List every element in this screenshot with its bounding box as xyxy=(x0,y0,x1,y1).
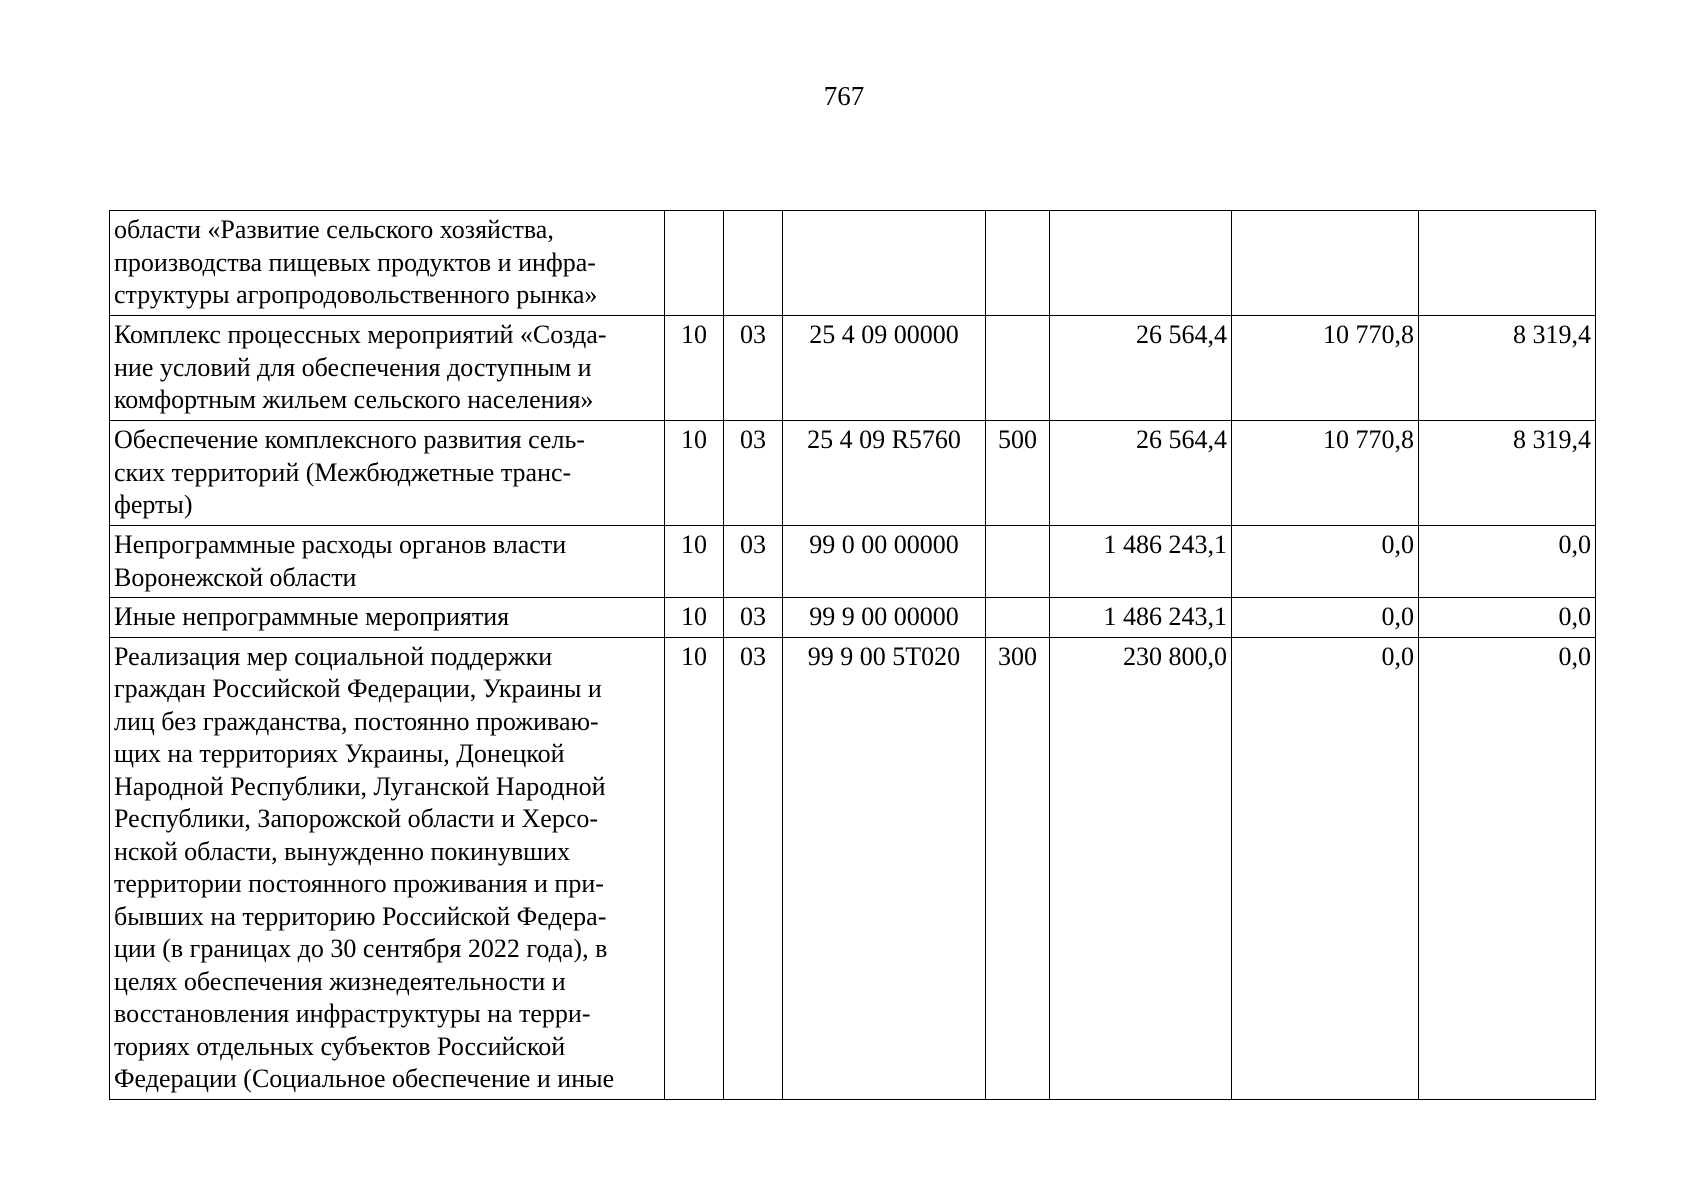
expense-type-code xyxy=(986,316,1050,421)
amount-year-3: 0,0 xyxy=(1419,526,1596,598)
expense-type-code xyxy=(986,526,1050,598)
table-row xyxy=(110,211,1596,316)
amount-year-3 xyxy=(1419,211,1596,316)
target-article-code: 25 4 09 00000 xyxy=(783,316,986,421)
amount-year-2 xyxy=(1232,211,1419,316)
expense-type-code: 500 xyxy=(986,421,1050,526)
table-row xyxy=(110,316,1596,421)
amount-year-2: 0,0 xyxy=(1232,598,1419,638)
target-article-code: 99 9 00 5Т020 xyxy=(783,637,986,1099)
amount-year-3: 0,0 xyxy=(1419,637,1596,1099)
amount-year-1: 1 486 243,1 xyxy=(1050,598,1232,638)
amount-year-3: 0,0 xyxy=(1419,598,1596,638)
amount-year-3: 8 319,4 xyxy=(1419,421,1596,526)
amount-year-2: 10 770,8 xyxy=(1232,421,1419,526)
amount-year-2: 0,0 xyxy=(1232,637,1419,1099)
section-code: 10 xyxy=(665,526,724,598)
amount-year-1: 26 564,4 xyxy=(1050,421,1232,526)
subsection-code: 03 xyxy=(724,637,783,1099)
amount-year-3: 8 319,4 xyxy=(1419,316,1596,421)
amount-year-1 xyxy=(1050,211,1232,316)
target-article-code: 25 4 09 R5760 xyxy=(783,421,986,526)
section-code xyxy=(665,211,724,316)
expense-type-code: 300 xyxy=(986,637,1050,1099)
section-code: 10 xyxy=(665,598,724,638)
row-name: Реализация мер социальной поддержки граждан Российской Федерации, Украины и лиц без гражданства, постоянно проживаю- щих на территориях Украины, Донецкой Народной Республики, Луганской Народной Республики, Запорожской области и Херсо- нской области, вынужденно покинувших территории постоянного проживания и при- бывших на территорию Российской Федера- ции (в границах до 30 сентября 2022 года), в целях обеспечения жизнедеятельности и восстановления инфраструктуры на терри- ториях отдельных субъектов Российской Федерации (Социальное обеспечение и иные xyxy=(110,637,665,1099)
row-name: Комплекс процессных мероприятий «Созда- ние условий для обеспечения доступным и комфортным жильем сельского населения» xyxy=(110,316,665,421)
table-row xyxy=(110,421,1596,526)
expense-type-code xyxy=(986,598,1050,638)
subsection-code: 03 xyxy=(724,421,783,526)
page-number: 767 xyxy=(823,81,865,111)
section-code: 10 xyxy=(665,316,724,421)
target-article-code xyxy=(783,211,986,316)
expense-type-code xyxy=(986,211,1050,316)
budget-table xyxy=(109,210,1596,1100)
row-name: Непрограммные расходы органов власти Воронежской области xyxy=(110,526,665,598)
amount-year-1: 1 486 243,1 xyxy=(1050,526,1232,598)
table-row xyxy=(110,637,1596,1099)
amount-year-1: 26 564,4 xyxy=(1050,316,1232,421)
target-article-code: 99 0 00 00000 xyxy=(783,526,986,598)
amount-year-1: 230 800,0 xyxy=(1050,637,1232,1099)
target-article-code: 99 9 00 00000 xyxy=(783,598,986,638)
row-name: области «Развитие сельского хозяйства, производства пищевых продуктов и инфра- структуры агропродовольственного рынка» xyxy=(110,211,665,316)
section-code: 10 xyxy=(665,637,724,1099)
section-code: 10 xyxy=(665,421,724,526)
subsection-code: 03 xyxy=(724,598,783,638)
subsection-code xyxy=(724,211,783,316)
row-name: Обеспечение комплексного развития сель- ских территорий (Межбюджетные транс- ферты) xyxy=(110,421,665,526)
amount-year-2: 0,0 xyxy=(1232,526,1419,598)
subsection-code: 03 xyxy=(724,316,783,421)
row-name: Иные непрограммные мероприятия xyxy=(110,598,665,638)
subsection-code: 03 xyxy=(724,526,783,598)
table-row xyxy=(110,598,1596,638)
table-row xyxy=(110,526,1596,598)
amount-year-2: 10 770,8 xyxy=(1232,316,1419,421)
